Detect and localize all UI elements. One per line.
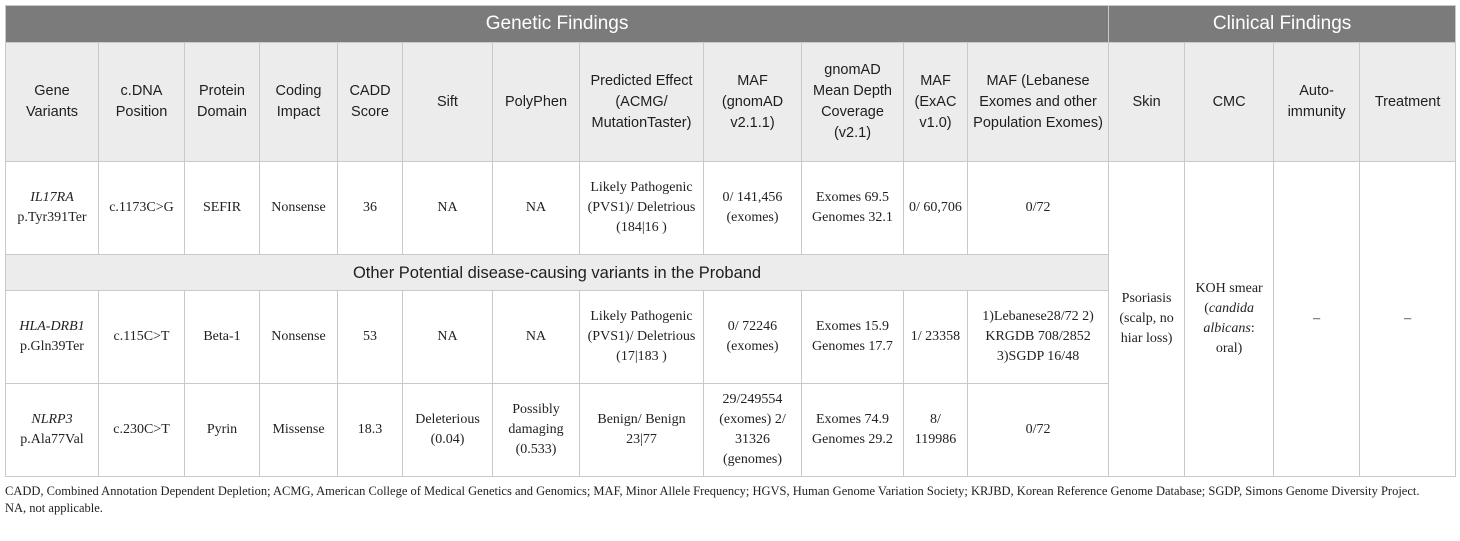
protein-change: p.Tyr391Ter bbox=[17, 210, 87, 225]
table-footnotes bbox=[5, 483, 1455, 517]
domain-cell: Beta-1 bbox=[185, 291, 260, 384]
col-protein-domain: Protein Domain bbox=[185, 43, 260, 162]
gene-name: IL17RA bbox=[30, 190, 74, 205]
domain-cell: Pyrin bbox=[185, 384, 260, 477]
gene-variant-cell bbox=[6, 384, 99, 477]
cdna-cell: c.230C>T bbox=[99, 384, 185, 477]
skin-cell: Psoriasis (scalp, no hiar loss) bbox=[1109, 162, 1185, 477]
col-polyphen: PolyPhen bbox=[493, 43, 580, 162]
col-treatment: Treatment bbox=[1360, 43, 1456, 162]
protein-change: p.Ala77Val bbox=[20, 432, 84, 447]
treatment-cell: – bbox=[1360, 162, 1456, 477]
table-container bbox=[5, 5, 1455, 517]
maf-lebanese-cell: 1)Lebanese28/72 2) KRGDB 708/2852 3)SGDP 16/48 bbox=[968, 291, 1109, 384]
cmc-suffix: : oral) bbox=[1215, 321, 1255, 356]
col-maf-gnomad: MAF (gnomAD v2.1.1) bbox=[704, 43, 802, 162]
sift-cell: NA bbox=[403, 162, 493, 255]
clinical-findings-header: Clinical Findings bbox=[1109, 6, 1456, 43]
col-cdna-position: c.DNA Position bbox=[99, 43, 185, 162]
maf-gnomad-cell: 29/249554 (exomes) 2/ 31326 (genomes) bbox=[704, 384, 802, 477]
maf-exac-cell: 8/ 119986 bbox=[904, 384, 968, 477]
effect-cell: Benign/ Benign 23|77 bbox=[580, 384, 704, 477]
sift-cell: Deleterious (0.04) bbox=[403, 384, 493, 477]
cmc-cell bbox=[1185, 162, 1274, 477]
col-maf-exac: MAF (ExAC v1.0) bbox=[904, 43, 968, 162]
impact-cell: Nonsense bbox=[260, 162, 338, 255]
impact-cell: Missense bbox=[260, 384, 338, 477]
effect-cell: Likely Pathogenic (PVS1)/ Deletrious (184|16 ) bbox=[580, 162, 704, 255]
impact-cell: Nonsense bbox=[260, 291, 338, 384]
maf-lebanese-cell: 0/72 bbox=[968, 162, 1109, 255]
depth-cell: Exomes 69.5 Genomes 32.1 bbox=[802, 162, 904, 255]
polyphen-cell: Possibly damaging (0.533) bbox=[493, 384, 580, 477]
cadd-cell: 36 bbox=[338, 162, 403, 255]
maf-exac-cell: 0/ 60,706 bbox=[904, 162, 968, 255]
findings-table bbox=[5, 5, 1456, 477]
polyphen-cell: NA bbox=[493, 162, 580, 255]
maf-exac-cell: 1/ 23358 bbox=[904, 291, 968, 384]
cmc-organism: candida albicans bbox=[1203, 301, 1254, 336]
cdna-cell: c.115C>T bbox=[99, 291, 185, 384]
cdna-cell: c.1173C>G bbox=[99, 162, 185, 255]
cadd-cell: 18.3 bbox=[338, 384, 403, 477]
table-row bbox=[6, 162, 1456, 255]
sift-cell: NA bbox=[403, 291, 493, 384]
footnote-na: NA, not applicable. bbox=[5, 501, 103, 515]
col-gene-variants: Gene Variants bbox=[6, 43, 99, 162]
gene-name: NLRP3 bbox=[31, 412, 73, 427]
section-subheader: Other Potential disease-causing variants in the Proband bbox=[6, 255, 1109, 291]
cadd-cell: 53 bbox=[338, 291, 403, 384]
maf-gnomad-cell: 0/ 141,456 (exomes) bbox=[704, 162, 802, 255]
col-predicted-effect: Predicted Effect (ACMG/ MutationTaster) bbox=[580, 43, 704, 162]
col-autoimmunity: Auto-immunity bbox=[1274, 43, 1360, 162]
cmc-prefix: KOH smear ( bbox=[1195, 281, 1263, 316]
effect-cell: Likely Pathogenic (PVS1)/ Deletrious (17|183 ) bbox=[580, 291, 704, 384]
polyphen-cell: NA bbox=[493, 291, 580, 384]
depth-cell: Exomes 15.9 Genomes 17.7 bbox=[802, 291, 904, 384]
col-maf-lebanese: MAF (Lebanese Exomes and other Population Exomes) bbox=[968, 43, 1109, 162]
autoimmunity-cell: – bbox=[1274, 162, 1360, 477]
maf-gnomad-cell: 0/ 72246 (exomes) bbox=[704, 291, 802, 384]
col-gnomad-depth: gnomAD Mean Depth Coverage (v2.1) bbox=[802, 43, 904, 162]
gene-name: HLA-DRB1 bbox=[19, 319, 85, 334]
col-coding-impact: Coding Impact bbox=[260, 43, 338, 162]
maf-lebanese-cell: 0/72 bbox=[968, 384, 1109, 477]
depth-cell: Exomes 74.9 Genomes 29.2 bbox=[802, 384, 904, 477]
gene-variant-cell bbox=[6, 291, 99, 384]
genetic-findings-header: Genetic Findings bbox=[6, 6, 1109, 43]
footnote-abbreviations: CADD, Combined Annotation Dependent Depletion; ACMG, American College of Medical Genetics and Genomics; MAF, Minor Allele Frequency; HGVS, Human Genome Variation Society; KRJBD, Korean Reference Genome Database; SGDP, Simons Genome Diversity Project. bbox=[5, 484, 1420, 498]
col-cmc: CMC bbox=[1185, 43, 1274, 162]
gene-variant-cell bbox=[6, 162, 99, 255]
col-sift: Sift bbox=[403, 43, 493, 162]
col-skin: Skin bbox=[1109, 43, 1185, 162]
col-cadd-score: CADD Score bbox=[338, 43, 403, 162]
domain-cell: SEFIR bbox=[185, 162, 260, 255]
protein-change: p.Gln39Ter bbox=[20, 339, 84, 354]
